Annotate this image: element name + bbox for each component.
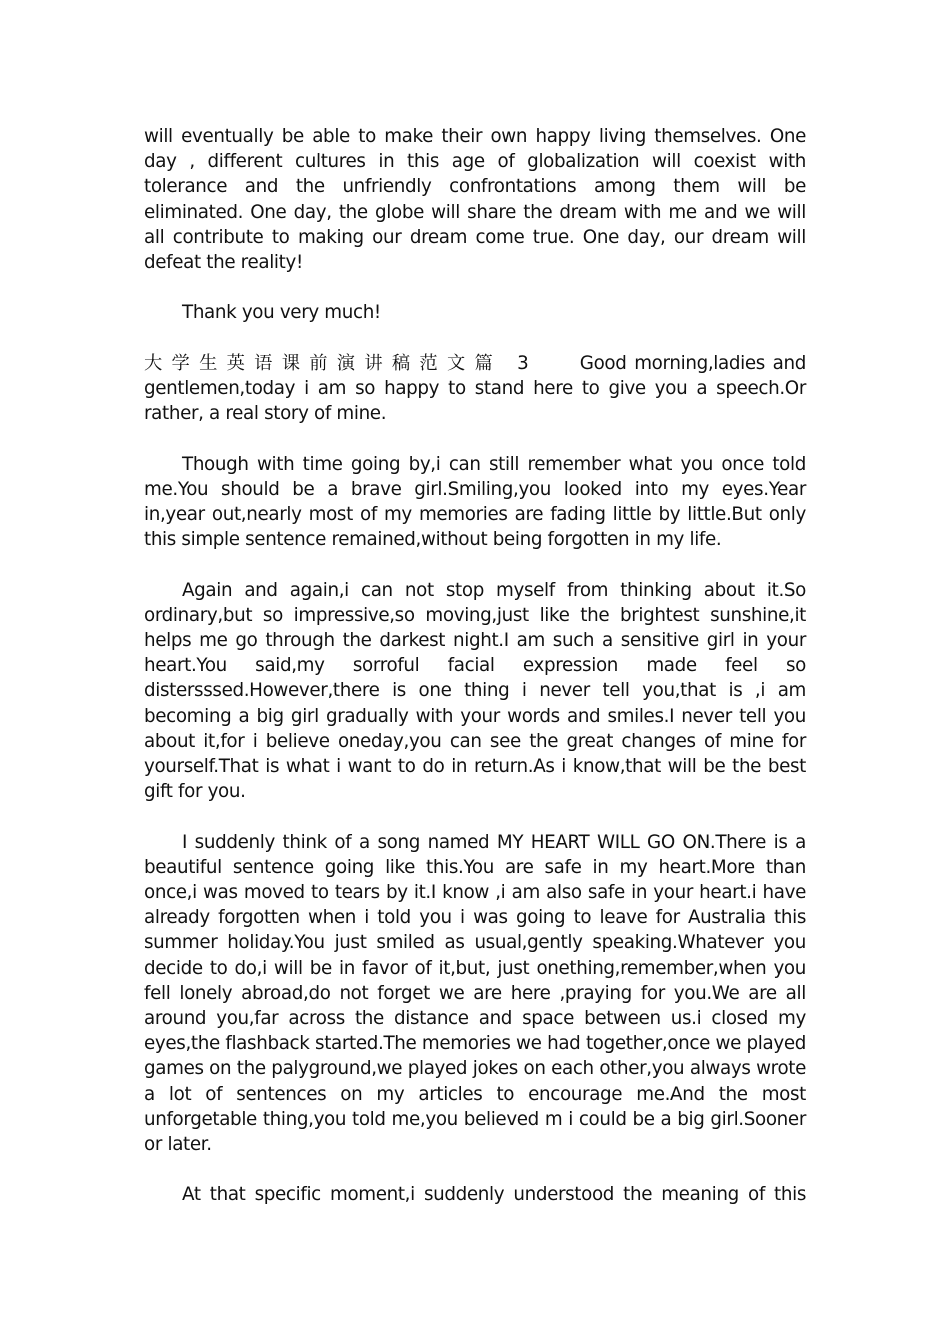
paragraph-brave-girl: Though with time going by,i can still remember what you once told me.You should be a brave girl.Smiling,you looked into my eyes.Year in,year out,nearly most of my memories are fading little by little.But only this simple sentence remained,without being forgotten in my life. [144,453,806,551]
paragraph-speech-3-opening [144,351,806,427]
paragraph-specific-moment: At that specific moment,i suddenly understood the meaning of this [182,1184,806,1206]
paragraph-again-and-again: Again and again,i can not stop myself from thinking about it.So ordinary,but so impressive,so moving,just like the brightest sunshine,it helps me go through the darkest night.I am such a sensitive girl in your heart.You said,my sorroful facial expression made feel so distersssed.However,there is one thing i never tell you,that is ,i am becoming a big girl gradually with your words and smiles.I never tell you about it,for i believe oneday,you can see the great changes of mine for yourself.That is what i want to do in return.As i know,that will be the best gift for you. [144,579,806,803]
speech-3-greeting: Good morning,ladies and gentlemen,today i am so happy to stand here to give you a speech.Or rather, a real story of mine. [144,352,806,425]
paragraph-thanks: Thank you very much! [182,302,381,324]
document-body [144,124,806,1208]
paragraph-dream-conclusion: will eventually be able to make their own happy living themselves. One day , different cultures in this age of globalization will coexist with tolerance and the unfriendly confrontations among them will be eliminated. One day, the globe will share the dream with me and we will all contribute to making our dream come true. One day, our dream will defeat the reality! [144,126,806,274]
section-heading-speech-3: 大学生英语课前演讲稿范文篇 3 [144,352,536,374]
paragraph-my-heart-will-go-on: I suddenly think of a song named MY HEART WILL GO ON.There is a beautiful sentence going like this.You are safe in my heart.More than once,i was moved to tears by it.I know ,i am also safe in your heart.i have already forgotten when i told you i was going to leave for Australia this summer holiday.You just smiled as usual,gently speaking.Whatever you decide to do,i will be in favor of it,but, just onething,remember,when you fell lonely abroad,do not forget we are here ,praying for you.We are all around you,far across the distance and space between us.i closed my eyes,the flashback started.The memories we had together,once we played games on the palyground,we played jokes on each other,you always wrote a lot of sentences on my articles to encourage me.And the most unforgetable thing,you told me,you believed m i could be a big girl.Sooner or later. [144,831,806,1156]
